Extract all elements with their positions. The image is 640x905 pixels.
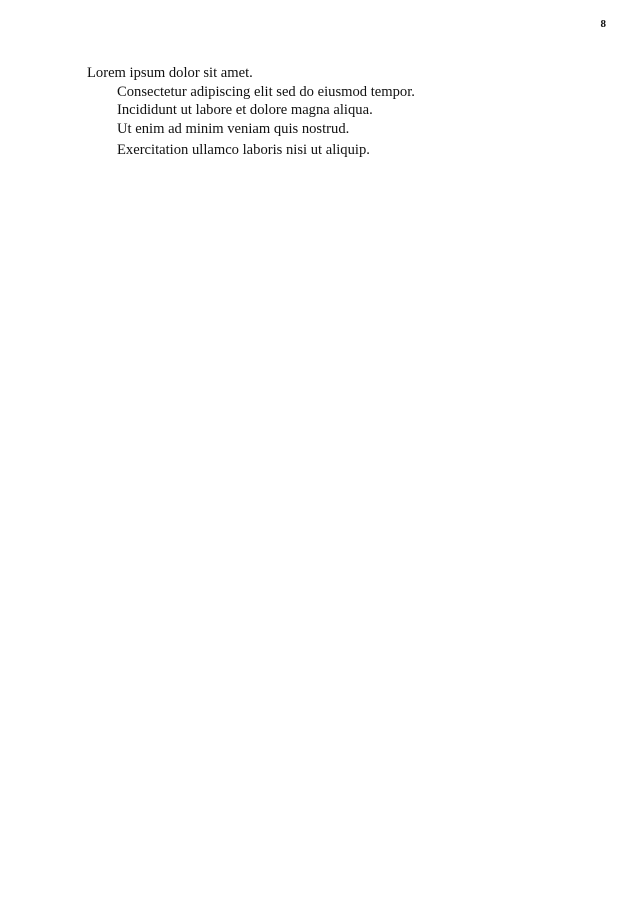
paragraph-tariff-structure: Consectetur adipiscing elit sed do eiusmod tempor. [117,83,415,100]
list-item-feldsher-workers: Exercitation ullamco laboris nisi ut aliquip. [117,142,370,159]
paragraph-continuation: Lorem ipsum dolor sit amet. [87,65,253,81]
paragraph-tariff-establishment: Incididunt ut labore et dolore magna aliqua. [117,102,373,119]
list-item-district-doctors: Ut enim ad minim veniam quis nostrud. [117,120,350,137]
document-body [87,64,592,160]
page-number: 8 [600,18,606,30]
